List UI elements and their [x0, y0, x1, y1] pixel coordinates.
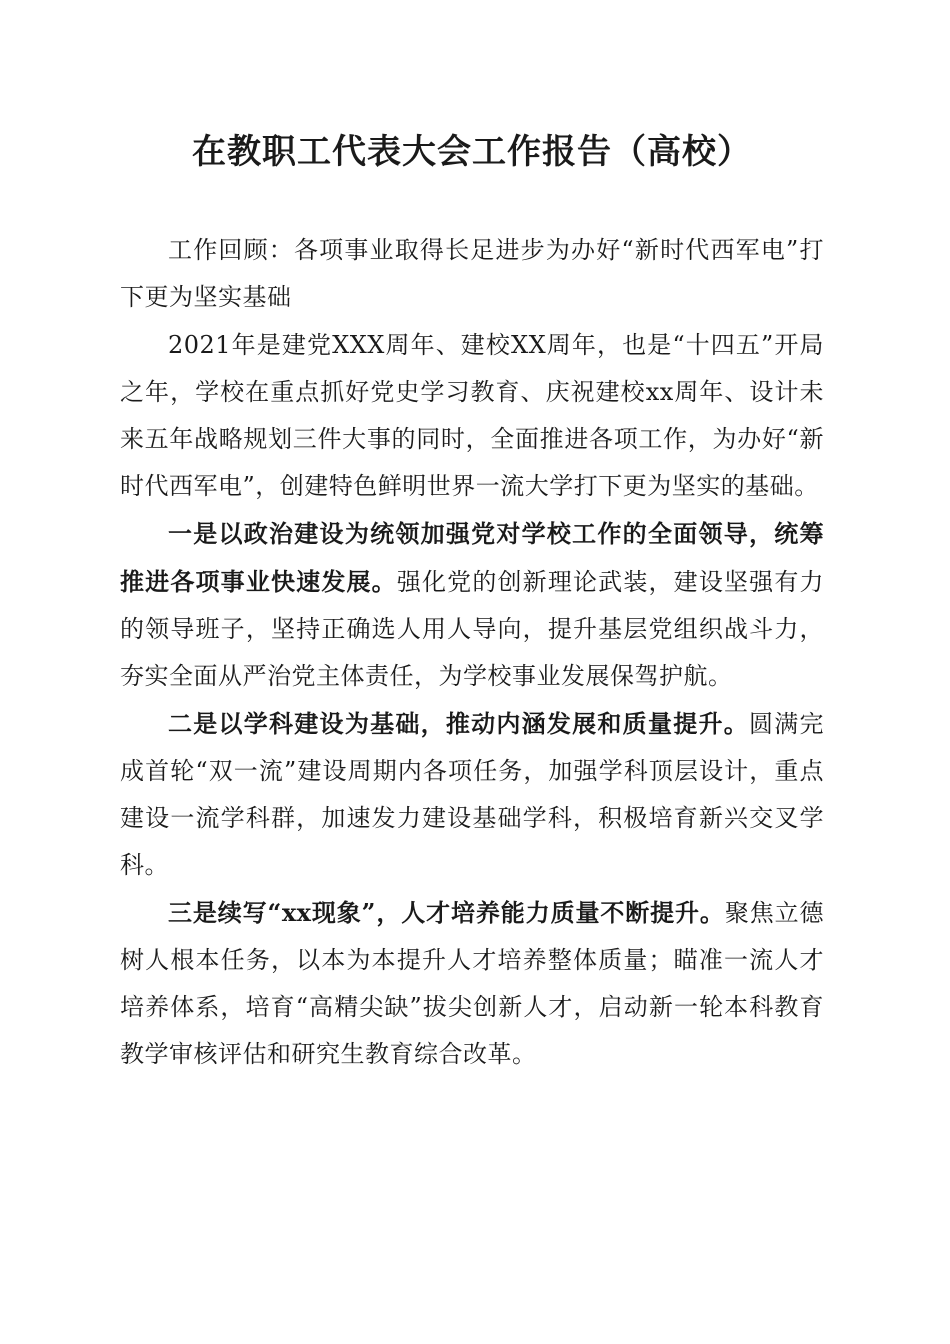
- paragraph-discipline-building: [120, 700, 824, 889]
- paragraph-talent-cultivation: [120, 889, 824, 1078]
- paragraph-text: 圆满完成首轮“双一流”建设周期内各项任务，加强学科顶层设计，重点建设一流学科群，加速发力建设基础学科，积极培育新兴交叉学科。: [120, 710, 825, 880]
- paragraph-lead: 二是以学科建设为基础，推动内涵发展和质量提升。: [168, 709, 749, 739]
- document-page: [120, 130, 824, 1078]
- paragraph-political-building: [120, 510, 824, 700]
- document-title: 在教职工代表大会工作报告（高校）: [192, 132, 752, 172]
- paragraph-text: 强化党的创新理论武装，建设坚强有力的领导班子，坚持正确选人用人导向，提升基层党组织战斗力，夯实全面从严治党主体责任，为学校事业发展保驾护航。: [120, 568, 825, 691]
- paragraph-lead: 一是以政治建设为统领加强党对学校工作的全面领导，统筹推进各项事业快速发展。: [120, 519, 824, 597]
- paragraph-lead: 三是续写“xx现象”，人才培养能力质量不断提升。: [168, 898, 725, 928]
- paragraph-text: 2021年是建党XXX周年、建校XX周年，也是“十四五”开局之年，学校在重点抓好党史学习教育、庆祝建校xx周年、设计未来五年战略规划三件大事的同时，全面推进各项工作，为办好“新时代西军电”，创建特色鲜明世界一流大学打下更为坚实的基础。: [120, 331, 824, 501]
- paragraph-review-heading: [120, 226, 824, 321]
- paragraph-text: 聚焦立德树人根本任务，以本为本提升人才培养整体质量；瞄准一流人才培养体系，培育“高精尖缺”拔尖创新人才，启动新一轮本科教育教学审核评估和研究生教育综合改革。: [120, 899, 824, 1069]
- paragraph-text: 工作回顾：各项事业取得长足进步为办好“新时代西军电”打下更为坚实基础: [120, 236, 824, 312]
- paragraph-overview: [120, 321, 824, 510]
